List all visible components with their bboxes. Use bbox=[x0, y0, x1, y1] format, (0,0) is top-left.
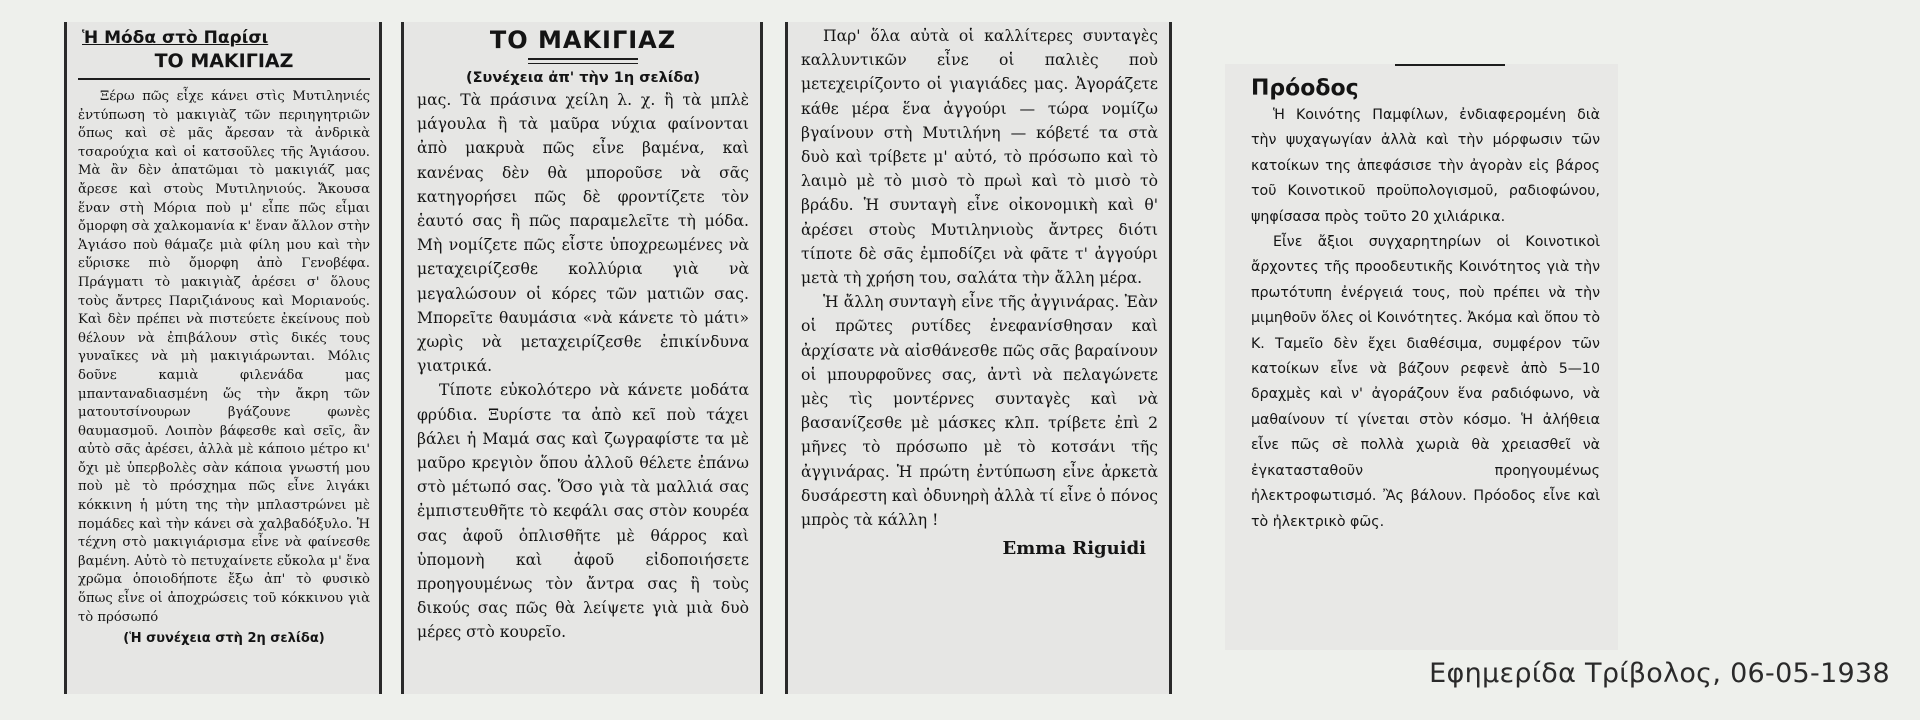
clipping-border bbox=[64, 22, 67, 694]
clipping-border bbox=[379, 22, 382, 694]
title-ornament bbox=[528, 58, 638, 64]
author-signature: Emma Riguidi bbox=[1002, 538, 1146, 560]
clipping-fashion-part3 bbox=[785, 22, 1172, 694]
clipping-fashion-part1 bbox=[64, 22, 382, 694]
body-paragraph: Τίποτε εὐκολότερο νὰ κάνετε μοδάτα φρύδια. Ξυρίστε τα ἀπὸ κεῖ ποὺ τάχει βάλει ἡ Μαμά σας καὶ ζωγραφίστε τα μὲ μαῦρο κρεγιὸν ὅπου ἀλλοῦ θέλετε ἐπάνω στὸ μέτωπό σας. Ὅσο γιὰ τὰ μαλλιά σας ἐμπιστευθῆτε τὸ κεφάλι σας στὸν κουρέα σας ἀφοῦ ὁπλισθῆτε μὲ θάρρος καὶ ὑπομονὴ καὶ ἀφοῦ εἰδοποιήσετε προηγουμένως τὸν ἄντρα σας ἢ τοὺς δικούς σας πῶς θὰ λείψετε γιὰ μιὰ δυὸ μέρες στὸ κουρεῖο. bbox=[417, 381, 749, 642]
article-body bbox=[801, 24, 1158, 532]
continuation-note: (Ἡ συνέχεια στὴ 2η σελίδα) bbox=[123, 631, 325, 647]
article-title: Πρόοδος bbox=[1251, 76, 1359, 101]
article-title: ΤΟ ΜΑΚΙΓΙΑΖ bbox=[489, 26, 677, 54]
clipping-border bbox=[1169, 22, 1172, 694]
continuation-header: (Συνέχεια ἀπ' τὴν 1η σελίδα) bbox=[466, 70, 700, 86]
clipping-progress bbox=[1225, 64, 1618, 650]
top-divider bbox=[1395, 64, 1505, 66]
article-body bbox=[78, 88, 370, 627]
clipping-border bbox=[401, 22, 404, 694]
body-paragraph: μας. Τὰ πράσινα χείλη λ. χ. ἢ τὰ μπλὲ μάγουλα ἢ τὰ μαῦρα νύχια φαίνονται ἀπὸ μακρυὰ πῶς εἶνε βαμένα, καὶ κανένας δὲν θὰ μποροῦσε νὰ σᾶς κατηγορήσει πῶς δὲ φροντίζετε τὸν ἑαυτό σας ἢ πῶς παραμελεῖτε τὴ μόδα. Μὴ νομίζετε πῶς εἶστε ὑποχρεωμένες νὰ μεταχειρίζεσθε κολλύρια γιὰ νὰ μεγαλώσουν οἱ κόρες τῶν ματιῶν σας. Μπορεῖτε θαυμάσια «νὰ κάνετε τὸ μάτι» χωρὶς νὰ μεταχειρίζεσθε ἐπικίνδυνα γιατρικά. bbox=[417, 91, 749, 376]
body-paragraph: Ἡ Κοινότης Παμφίλων, ἐνδιαφερομένη διὰ τὴν ψυχαγωγίαν ἀλλὰ καὶ τὴν μόρφωσιν τῶν κατοίκων της ἀπεφάσισε τὴν ἀγορὰν εἰς βάρος τοῦ Κοινοτικοῦ προϋπολογισμοῦ, ραδιοφώνου, ψηφίσασα πρὸς τοῦτο 20 χιλιάρικα. bbox=[1251, 107, 1600, 225]
column-kicker: Ἡ Μόδα στὸ Παρίσι bbox=[82, 28, 269, 48]
article-body bbox=[417, 88, 749, 645]
article-body bbox=[1251, 103, 1600, 535]
body-paragraph: Παρ' ὅλα αὐτὰ οἱ καλλίτερες συνταγὲς καλλυντικῶν εἶνε οἱ παλιὲς ποὺ μετεχειρίζοντο οἱ γιαγιάδες μας. Ἀγοράζετε κάθε μέρα ἕνα ἀγγούρι — τώρα νομίζω βγαίνουν στὴ Μυτιλήνη — κόβετέ τα στὰ δυὸ καὶ τρίβετε μ' αὐτό, τὸ πρόσωπο καὶ τὸ λαιμὸ μὲ τὸ μισὸ τὸ πρωὶ καὶ τὸ μισὸ τὸ βράδυ. Ἡ συνταγὴ εἶνε οἰκονομικὴ καὶ θ' ἀρέσει στοὺς Μυτιληνιοὺς ἄντρες διότι τίποτε δὲ σᾶς ἐμποδίζει νὰ φᾶτε τ' ἀγγούρι μετὰ τὴ χρήση του, σαλάτα τὴν ἄλλη μέρα. bbox=[801, 27, 1158, 288]
clipping-border bbox=[785, 22, 788, 694]
title-divider bbox=[78, 78, 370, 80]
body-paragraph: Ἡ ἄλλη συνταγὴ εἶνε τῆς ἀγγινάρας. Ἐὰν οἱ πρῶτες ρυτίδες ἐνεφανίσθησαν καὶ ἀρχίσατε νὰ αἰσθάνεσθε πῶς σᾶς βαραίνουν οἱ μπουρφοῦνες σας, ἀντὶ νὰ πελαγώνετε μὲς τὶς μοντέρνες συνταγὲς καὶ νὰ βασανίζεσθε μὲ μάσκες κλπ. τρίβετε ἐπὶ 2 μῆνες τὸ πρόσωπο μὲ τὸ κοτσάνι τῆς ἀγγινάρας. Ἡ πρώτη ἐντύπωση εἶνε ἀρκετὰ δυσάρεστη καὶ ὀδυνηρὴ ἀλλὰ τί εἶνε ὁ πόνος μπρὸς τὰ κάλλη ! bbox=[801, 293, 1158, 530]
article-title: ΤΟ ΜΑΚΙΓΙΑΖ bbox=[154, 50, 294, 72]
source-caption: Εφημερίδα Τρίβολος, 06-05-1938 bbox=[1429, 658, 1890, 689]
body-paragraph: Ξέρω πῶς εἶχε κάνει στὶς Μυτιληνιές ἐντύπωση τὸ μακιγιὰζ τῶν περιηγητριῶν ὅπως καὶ σὲ μᾶς ἄρεσαν τὰ ἀνδρικὰ τσαρούχια καὶ οἱ κατσοῦλες τῆς Ἁγιάσου. Μὰ ἂν δὲν ἀπατῶμαι τὸ μακιγιάζ μας ἄρεσε καὶ στοὺς Μυτιληνιούς. Ἄκουσα ἕναν στὴ Μόρια ποὺ μ' εἶπε πῶς εἶμαι ὄμορφη σὰ χαλκομανία κ' ἕναν ἄλλον στὴν Ἁγιάσο ποὺ θάμαζε μιὰ φίλη μου καὶ τὴν εὕρισκε πιὸ ὄμορφη ἀπὸ Γενοβέφα. Πράγματι τὸ μακιγιὰζ ἀρέσει σ' ὅλους τοὺς ἄντρες Παριζιάνους καὶ Μοριανούς. Καὶ δὲν πρέπει νὰ πιστεύετε ἐκείνους ποὺ θέλουν νὰ ἐπιβάλουν στὶς δικές τους γυναῖκες νὰ μὴ μακιγιάρωνται. Μόλις δοῦνε καμιὰ φιλενάδα μας μπανταναδιασμένη ὥς τὴν ἄκρη τῶν ματουτσίνουρων βγάζουνε φωνὲς θαυμασμοῦ. Λοιπὸν βάφεσθε καὶ σεῖς, ἂν αὐτὸ σᾶς ἀρέσει, ἀλλὰ μὲ κάποιο μέτρο κι' ὄχι μὲ ὑπερβολὲς σὰν κάποια γνωστή μου ποὺ μὲ τὸ πρόσχημα πῶς εἶνε λιγάκι κόκκινη ἡ μύτη της τὴν μπλαστρώνει μὲ πομάδες καὶ τὴν κάνει σὰ χαλβαδόξυλο. Ἡ τέχνη στὸ μακιγιάρισμα εἶνε νὰ φαίνεσθε βαμένη. Αὐτὸ τὸ πετυχαίνετε εὔκολα μ' ἕνα χρῶμα ὁποιοδήποτε ἔξω ἀπ' τὸ φυσικὸ ὅπως εἶνε οἱ ἀποχρώσεις τοῦ κόκκινου γιὰ τὸ πρόσωπό bbox=[78, 89, 370, 625]
clipping-fashion-part2 bbox=[401, 22, 763, 694]
body-paragraph: Εἶνε ἄξιοι συγχαρητηρίων οἱ Κοινοτικοὶ ἄρχοντες τῆς προοδευτικῆς Κοινότητος γιὰ τὴν πρωτότυπη ἐνέργειά τους, ποὺ πρέπει νὰ τὴν μιμηθοῦν ὅλες οἱ Κοινότητες. Ἀκόμα καὶ ὅπου τὸ Κ. Ταμεῖο δὲν ἔχει διαθέσιμα, συμφέρον τῶν κατοίκων εἶνε νὰ βάζουν ρεφενὲ ἀπὸ 5—10 δραχμὲς καὶ ν' ἀγοράζουν ἕνα ραδιόφωνο, νὰ μαθαίνουν τί γίνεται στὸν κόσμο. Ἡ ἀλήθεια εἶνε πῶς σὲ πολλὰ χωριὰ θὰ χρειασθεῖ νὰ ἐγκατασταθοῦν προηγουμένως ἠλεκτροφωτισμό. Ἂς βάλουν. Πρόοδος εἶνε καὶ τὸ ἠλεκτρικὸ φῶς. bbox=[1251, 234, 1600, 530]
clipping-border bbox=[760, 22, 763, 694]
